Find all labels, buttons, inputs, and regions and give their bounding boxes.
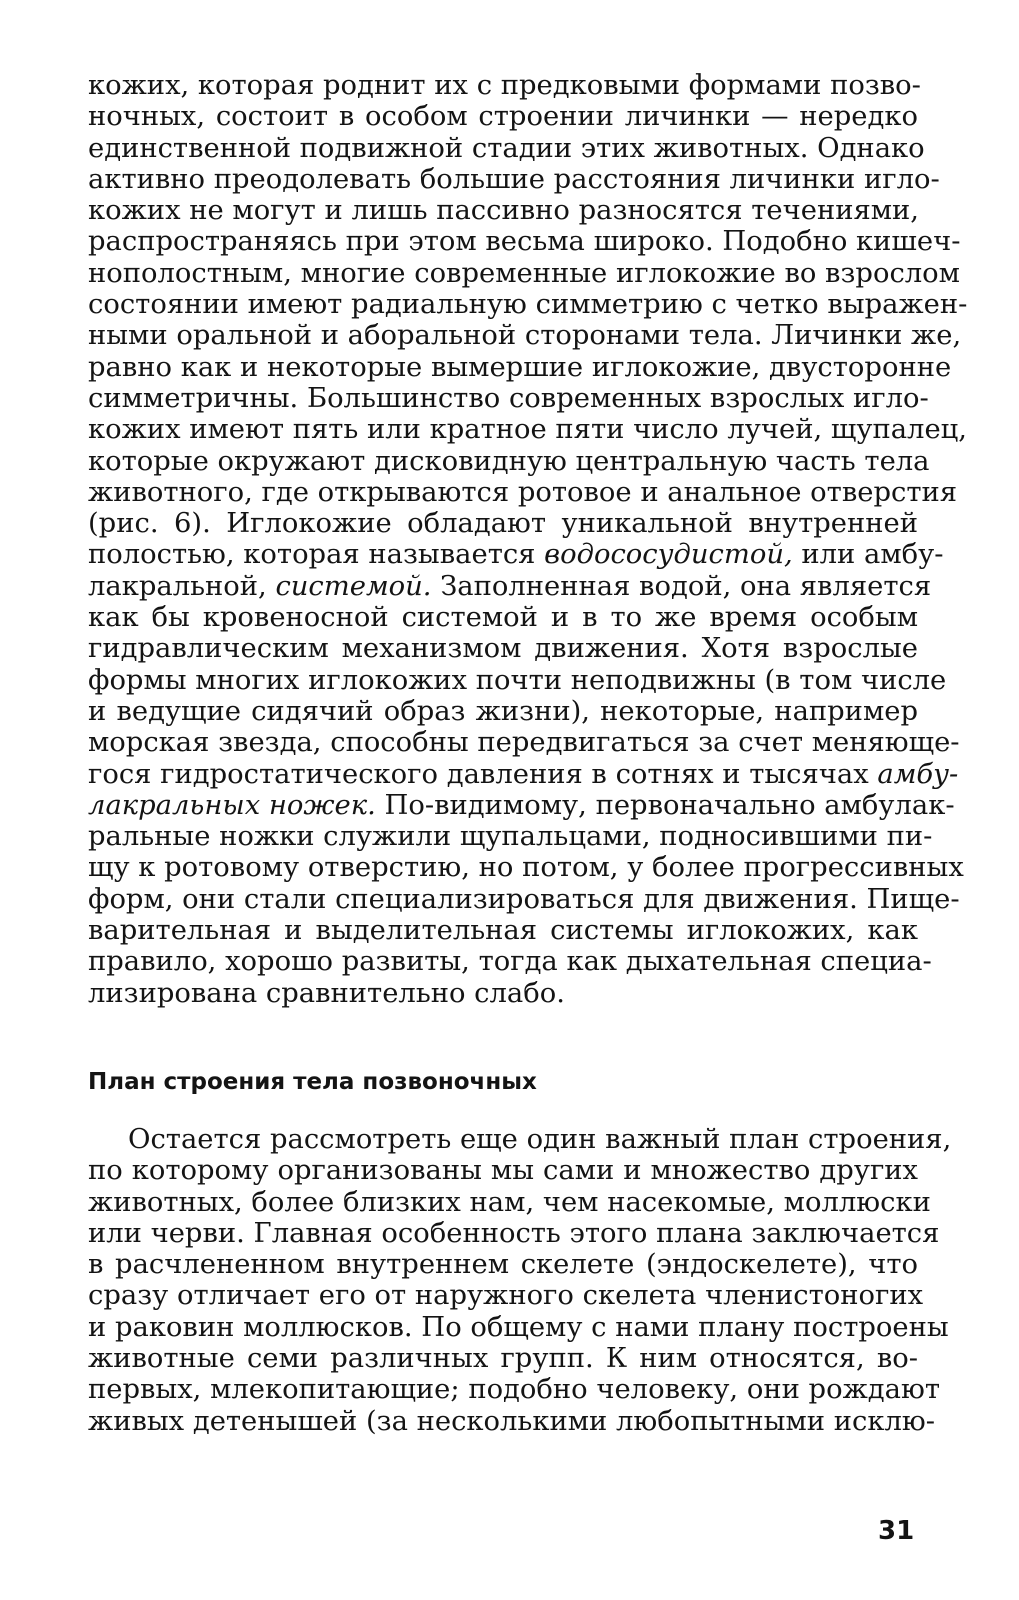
text-line: ральные ножки служили щупальцами, подносившими пи- bbox=[88, 821, 933, 853]
text-line: как бы кровеносной системой и в то же время особым bbox=[88, 602, 918, 634]
text-segment: Заполненная водой, она является bbox=[431, 570, 932, 602]
text-line: гидравлическим механизмом движения. Хотя взрослые bbox=[88, 633, 918, 665]
text-line: животные семи различных групп. К ним относятся, во- bbox=[88, 1343, 918, 1375]
text-segment: или амбу- bbox=[792, 539, 944, 571]
text-line: варительная и выделительная системы иглокожих, как bbox=[88, 915, 918, 947]
text-line: активно преодолевать большие расстояния личинки игло- bbox=[88, 163, 940, 195]
text-segment: гося гидростатического давления в сотнях и тысячах bbox=[88, 758, 878, 790]
text-line: формы многих иглокожих почти неподвижны (в том числе bbox=[88, 664, 947, 696]
body-text-paragraph-1 bbox=[88, 70, 968, 1009]
text-line: животных, более близких нам, чем насекомые, моллюски bbox=[88, 1186, 931, 1218]
text-line: единственной подвижной стадии этих животных. Однако bbox=[88, 132, 925, 164]
text-line: форм, они стали специализироваться для движения. Пище- bbox=[88, 883, 960, 915]
text-line: правило, хорошо развиты, тогда как дыхательная специа- bbox=[88, 946, 932, 978]
italic-term: лакральных ножек. bbox=[88, 789, 376, 821]
text-line: (рис. 6). Иглокожие обладают уникальной внутренней bbox=[88, 508, 918, 540]
italic-term: системой. bbox=[275, 570, 432, 602]
text-line: животного, где открываются ротовое и анальное отверстия bbox=[88, 476, 958, 508]
text-line: ными оральной и аборальной сторонами тела. Личинки же, bbox=[88, 320, 962, 352]
text-line bbox=[88, 789, 955, 821]
text-line: нополостным, многие современные иглокожие во взрослом bbox=[88, 257, 960, 289]
text-line bbox=[88, 539, 944, 571]
italic-term: водососудистой, bbox=[544, 539, 793, 571]
text-line: и раковин моллюсков. По общему с нами плану построены bbox=[88, 1311, 949, 1343]
text-line: по которому организованы мы сами и множество других bbox=[88, 1155, 918, 1187]
text-line: кожих имеют пять или кратное пяти число лучей, щупалец, bbox=[88, 414, 967, 446]
text-line bbox=[88, 758, 959, 790]
text-line: ночных, состоит в особом строении личинки — нередко bbox=[88, 101, 918, 133]
text-line: состоянии имеют радиальную симметрию с четко выражен- bbox=[88, 289, 968, 321]
text-line: кожих, которая роднит их с предковыми формами позво- bbox=[88, 70, 921, 101]
text-line: первых, млекопитающие; подобно человеку, они рождают bbox=[88, 1374, 940, 1406]
italic-term: амбу- bbox=[877, 758, 959, 790]
text-line: кожих не могут и лишь пассивно разносятся течениями, bbox=[88, 195, 920, 227]
body-text-paragraph-2 bbox=[88, 1124, 952, 1437]
text-line: равно как и некоторые вымершие иглокожие, двусторонне bbox=[88, 351, 952, 383]
text-line: морская звезда, способны передвигаться за счет меняюще- bbox=[88, 727, 960, 759]
text-line: сразу отличает его от наружного скелета членистоногих bbox=[88, 1280, 924, 1312]
text-segment: лакральной, bbox=[88, 570, 276, 602]
text-line: или черви. Главная особенность этого плана заключается bbox=[88, 1217, 940, 1249]
text-line: симметричны. Большинство современных взрослых игло- bbox=[88, 382, 929, 414]
text-line: Остается рассмотреть еще один важный план строения, bbox=[128, 1124, 952, 1155]
text-line: живых детенышей (за несколькими любопытными исклю- bbox=[88, 1405, 935, 1437]
text-line: в расчлененном внутреннем скелете (эндоскелете), что bbox=[88, 1249, 918, 1281]
text-line: которые окружают дисковидную центральную часть тела bbox=[88, 445, 930, 477]
section-heading: План строения тела позвоночных bbox=[88, 1069, 537, 1095]
text-segment: По-видимому, первоначально амбулак- bbox=[375, 789, 955, 821]
text-line: щу к ротовому отверстию, но потом, у более прогрессивных bbox=[88, 852, 964, 884]
text-line: распространяясь при этом весьма широко. Подобно кишеч- bbox=[88, 226, 961, 258]
text-line bbox=[88, 570, 932, 602]
text-line: лизирована сравнительно слабо. bbox=[88, 977, 565, 1009]
text-segment: полостью, которая называется bbox=[88, 539, 545, 571]
text-line: и ведущие сидячий образ жизни), некоторые, например bbox=[88, 695, 918, 727]
page-number: 31 bbox=[878, 1516, 915, 1546]
